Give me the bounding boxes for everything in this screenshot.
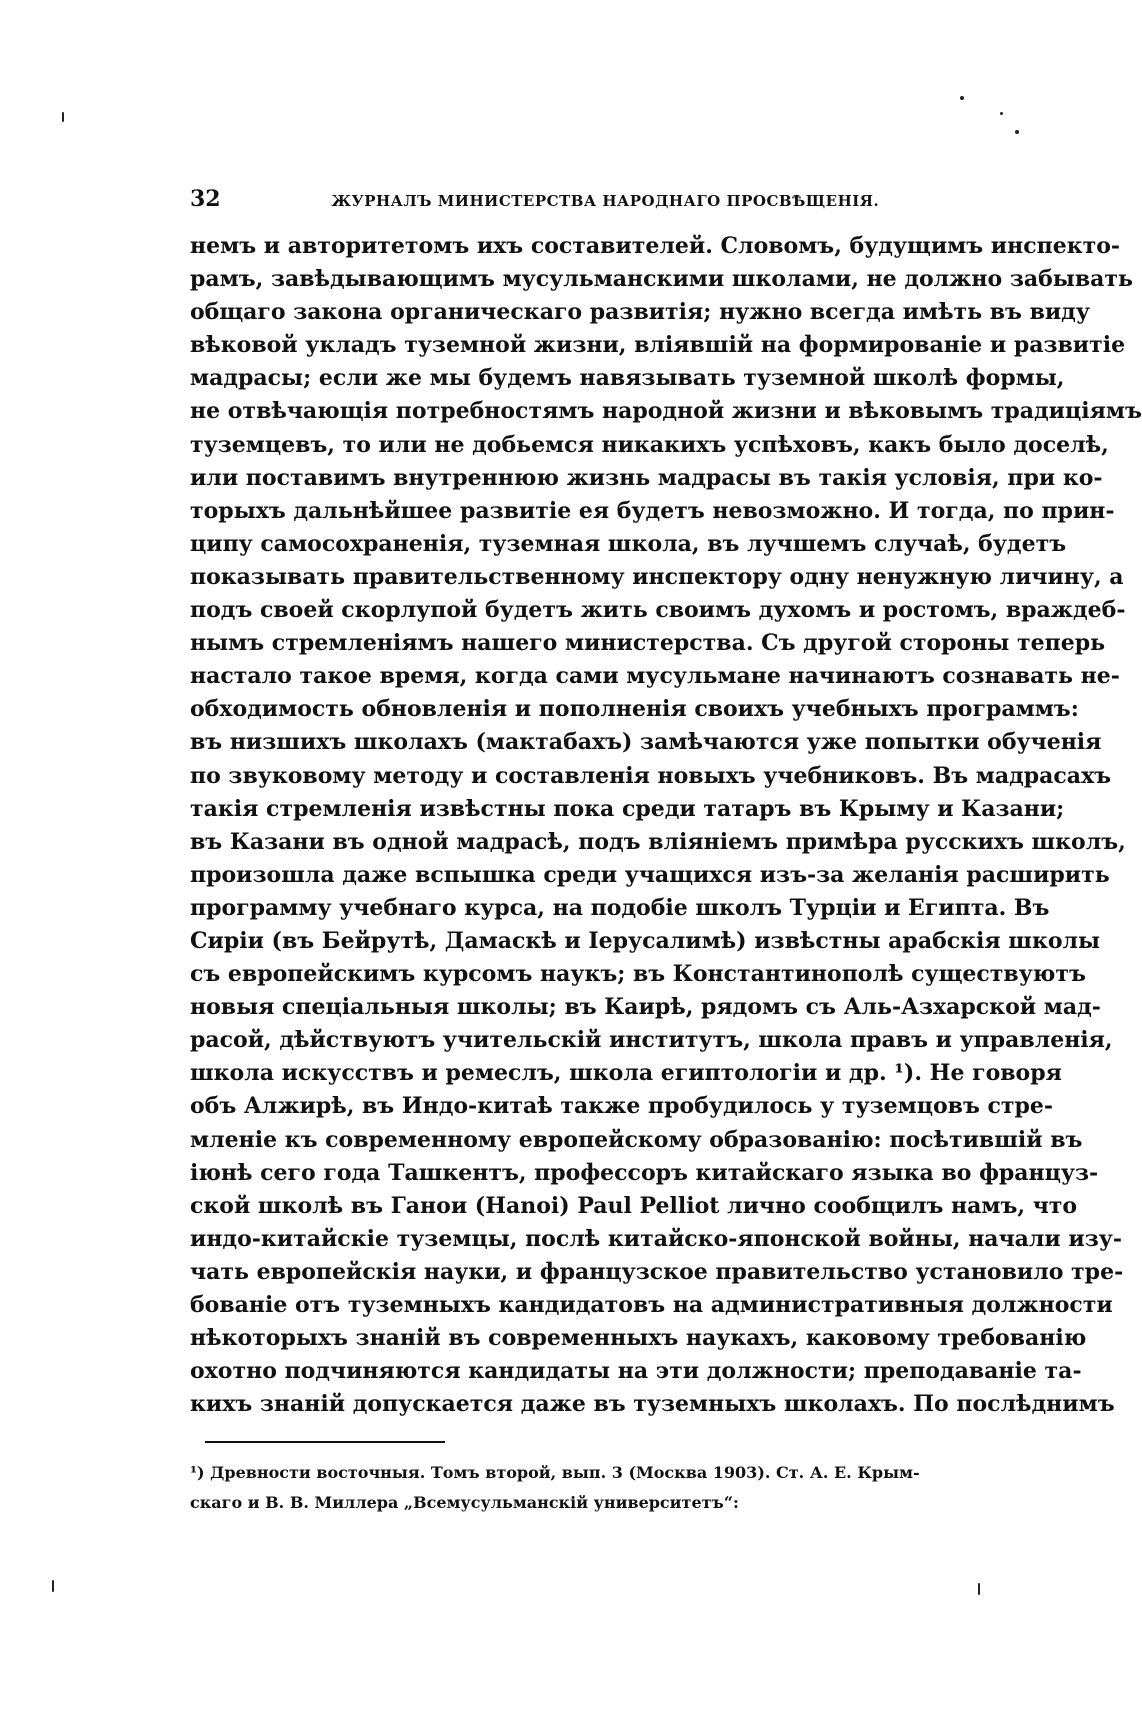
body-line: іюнѣ сего года Ташкентъ, профессоръ китайскаго языка во француз- [190,1159,1099,1186]
body-line: новыя спеціальныя школы; въ Каирѣ, рядомъ съ Аль-Азхарской мад- [190,994,1101,1021]
body-line: кихъ знаній допускается даже въ туземныхъ школахъ. По послѣднимъ [190,1391,1115,1418]
scan-speck [1015,130,1019,134]
footnote [190,1458,1012,1518]
body-line: общаго закона органическаго развитія; нужно всегда имѣть въ виду [190,299,1090,326]
body-line: въ низшихъ школахъ (мактабахъ) замѣчаются уже попытки обученія [190,729,1102,756]
body-line: бованіе отъ туземныхъ кандидатовъ на административныя должности [190,1292,1113,1318]
body-line: или поставимъ внутреннюю жизнь мадрасы въ такія условія, при ко- [190,464,1103,491]
body-line: школа искусствъ и ремеслъ, школа египтологіи и др. ¹). Не говоря [190,1060,1062,1087]
body-line: съ европейскимъ курсомъ наукъ; въ Константинополѣ существуютъ [190,961,1086,988]
body-line: охотно подчиняются кандидаты на эти должности; преподаваніе та- [190,1358,1082,1385]
body-line: туземцевъ, то или не добьемся никакихъ успѣховъ, какъ было доселѣ, [190,431,1109,458]
running-head: ЖУРНАЛЪ МИНИСТЕРСТВА НАРОДНАГО ПРОСВѢЩЕНІЯ. [331,192,880,210]
body-line: мленіе къ современному европейскому образованію: посѣтившій въ [190,1126,1083,1153]
body-line: вѣковой укладъ туземной жизни, вліявшій на формированіе и развитіе [190,332,1126,359]
body-line: программу учебнаго курса, на подобіе школъ Турціи и Египта. Въ [190,894,1050,921]
body-line: подъ своей скорлупой будетъ жить своимъ духомъ и ростомъ, враждеб- [190,597,1126,624]
footnote-line: скаго и В. В. Миллера „Всемусульманскій университетъ“: [190,1493,739,1512]
scan-speck [960,96,964,100]
body-line: обходимость обновленія и пополненія своихъ учебныхъ программъ: [190,696,1079,723]
body-line: въ Казани въ одной мадрасѣ, подъ вліяніемъ примѣра русскихъ школъ, [190,828,1126,855]
body-line: произошла даже вспышка среди учащихся изъ-за желанія расширить [190,861,1110,888]
body-line: торыхъ дальнѣйшее развитіе ея будетъ невозможно. И тогда, по прин- [190,497,1115,524]
body-line: такія стремленія извѣстны пока среди татаръ въ Крыму и Казани; [190,795,1065,822]
body-line: рамъ, завѣдывающимъ мусульманскими школами, не должно забывать [190,266,1133,293]
scan-speck [978,1583,980,1595]
body-line: мадрасы; если же мы будемъ навязывать туземной школѣ формы, [190,365,1065,392]
body-line: объ Алжирѣ, въ Индо-китаѣ также пробудилось у туземцовъ стре- [190,1093,1054,1120]
scan-speck [62,112,64,122]
body-line: нѣкоторыхъ знаній въ современныхъ наукахъ, каковому требованію [190,1325,1087,1352]
footnote-divider [205,1441,445,1443]
body-text [190,230,1142,1421]
body-line: по звуковому методу и составленія новыхъ учебниковъ. Въ мадрасахъ [190,762,1112,789]
body-line: немъ и авторитетомъ ихъ составителей. Словомъ, будущимъ инспекто- [190,233,1121,259]
body-line: Сиріи (въ Бейрутѣ, Дамаскѣ и Іерусалимѣ) извѣстны арабскія школы [190,927,1101,954]
footnote-line: ¹) Древности восточныя. Томъ второй, вып. 3 (Москва 1903). Ст. А. Е. Крым- [190,1463,920,1482]
scan-speck [1000,112,1003,115]
body-line: ской школѣ въ Ганои (Hanoi) Paul Pelliot лично сообщилъ намъ, что [190,1192,1078,1219]
body-line: показывать правительственному инспектору одну ненужную личину, а [190,563,1124,590]
page-number: 32 [190,186,221,212]
body-line: расой, дѣйствуютъ учительскій институтъ, школа правъ и управленія, [190,1027,1113,1054]
body-line: нымъ стремленіямъ нашего министерства. Съ другой стороны теперь [190,630,1106,657]
body-line: не отвѣчающія потребностямъ народной жизни и вѣковымъ традиціямъ [190,398,1142,425]
body-line: индо-китайскіе туземцы, послѣ китайско-японской войны, начали изу- [190,1225,1122,1252]
scan-speck [52,1580,54,1592]
body-line: настало такое время, когда сами мусульмане начинаютъ сознавать не- [190,663,1120,690]
body-line: ципу самосохраненія, туземная школа, въ лучшемъ случаѣ, будетъ [190,530,1067,557]
body-line: чать европейскія науки, и французское правительство установило тре- [190,1258,1124,1285]
page-header [190,186,960,212]
